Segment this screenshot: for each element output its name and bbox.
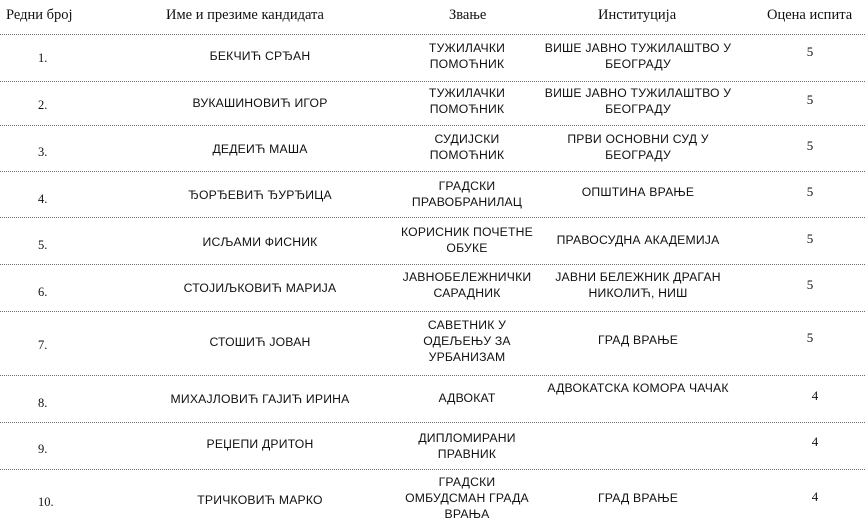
row-number: 6.: [38, 285, 48, 299]
candidate-name: БЕКЧИЋ СРЂАН: [209, 49, 311, 63]
candidate-title: КОРИСНИК ПОЧЕТНЕ ОБУКЕ: [401, 225, 533, 255]
candidate-name: ВУКАШИНОВИЋ ИГОР: [192, 96, 328, 110]
table-row: [0, 35, 865, 81]
table-row: [0, 470, 865, 531]
row-number: 8.: [38, 396, 48, 410]
candidate-name: ДЕДЕИЋ МАША: [212, 142, 308, 156]
candidate-institution: ПРВИ ОСНОВНИ СУД У БЕОГРАДУ: [567, 132, 709, 162]
row-number: 7.: [38, 338, 48, 352]
table-row: [0, 376, 865, 422]
candidate-institution: ГРАД ВРАЊЕ: [597, 491, 679, 505]
candidate-title: ЈАВНОБЕЛЕЖНИЧКИ САРАДНИК: [402, 270, 532, 300]
exam-grade: 5: [806, 330, 814, 345]
row-number: 1.: [38, 51, 48, 65]
candidate-name: РЕЏЕПИ ДРИТОН: [206, 437, 314, 451]
exam-grade: 5: [806, 184, 814, 199]
exam-grade: 4: [811, 489, 819, 504]
candidate-name: ИСЉАМИ ФИСНИК: [202, 235, 318, 249]
row-number: 4.: [38, 192, 48, 206]
exam-grade: 5: [806, 231, 814, 246]
candidate-institution: ВИШЕ ЈАВНО ТУЖИЛАШТВО У БЕОГРАДУ: [544, 41, 732, 71]
exam-grade: 5: [806, 92, 814, 107]
header-title: Звање: [449, 7, 487, 23]
table-row: [0, 82, 865, 125]
header-number: Редни број: [6, 7, 73, 23]
candidate-institution: ВИШЕ ЈАВНО ТУЖИЛАШТВО У БЕОГРАДУ: [544, 86, 732, 116]
candidate-name: ЂОРЂЕВИЋ ЂУРЂИЦА: [188, 188, 332, 202]
candidate-name: СТОШИЋ ЈОВАН: [209, 335, 311, 349]
candidate-title: АДВОКАТ: [438, 391, 496, 405]
table-row: [0, 172, 865, 217]
candidate-title: ГРАДСКИ ПРАВОБРАНИЛАЦ: [411, 179, 523, 209]
candidate-institution: АДВОКАТСКА КОМОРА ЧАЧАК: [547, 381, 729, 395]
candidate-title: СУДИЈСКИ ПОМОЋНИК: [429, 132, 505, 162]
table-row: [0, 423, 865, 469]
header-name: Име и презиме кандидата: [166, 7, 324, 23]
exam-grade: 5: [806, 44, 814, 59]
candidate-institution: ЈАВНИ БЕЛЕЖНИК ДРАГАН НИКОЛИЋ, НИШ: [555, 270, 721, 300]
candidate-institution: ГРАД ВРАЊЕ: [597, 333, 679, 347]
row-number: 10.: [38, 495, 54, 509]
table-row: [0, 265, 865, 311]
table-row: [0, 126, 865, 171]
exam-grade: 4: [811, 434, 819, 449]
exam-grade: 5: [806, 277, 814, 292]
candidate-title: ГРАДСКИ ОМБУДСМАН ГРАДА ВРАЊА: [405, 475, 529, 521]
candidate-name: МИХАЈЛОВИЋ ГАЈИЋ ИРИНА: [170, 392, 350, 406]
exam-grade: 5: [806, 138, 814, 153]
row-number: 5.: [38, 238, 48, 252]
candidate-title: ДИПЛОМИРАНИ ПРАВНИК: [418, 431, 516, 461]
candidate-name: СТОЈИЉКОВИЋ МАРИЈА: [183, 281, 337, 295]
table-row: [0, 218, 865, 264]
exam-grade: 4: [811, 388, 819, 403]
candidate-title: ТУЖИЛАЧКИ ПОМОЋНИК: [428, 41, 506, 71]
candidate-institution: ПРАВОСУДНА АКАДЕМИЈА: [556, 233, 720, 247]
header-institution: Институција: [598, 7, 677, 23]
table-header: [0, 0, 865, 34]
row-number: 9.: [38, 442, 48, 456]
table-row: [0, 312, 865, 375]
row-number: 3.: [38, 145, 48, 159]
candidate-institution: ОПШТИНА ВРАЊЕ: [581, 185, 695, 199]
candidate-title: САВЕТНИК У ОДЕЉЕЊУ ЗА УРБАНИЗАМ: [423, 318, 511, 364]
row-number: 2.: [38, 98, 48, 112]
candidate-name: ТРИЧКОВИЋ МАРКО: [197, 493, 323, 507]
candidate-title: ТУЖИЛАЧКИ ПОМОЋНИК: [428, 86, 506, 116]
header-grade: Оцена испита: [767, 7, 853, 23]
